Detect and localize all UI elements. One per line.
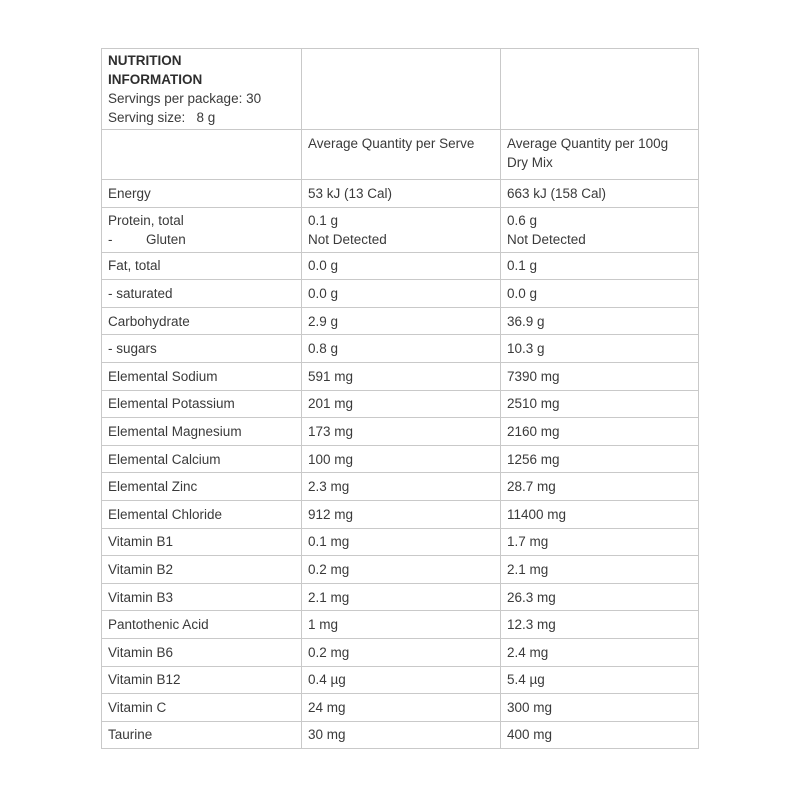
per-100g-value: 7390 mg (501, 362, 699, 390)
table-row (102, 362, 699, 390)
nutrient-label: Elemental Calcium (102, 445, 302, 473)
per-100g-value: 0.1 g (501, 252, 699, 280)
table-title-line2: INFORMATION (108, 72, 203, 87)
nutrient-label: Vitamin C (102, 694, 302, 722)
per-100g-value: 12.3 mg (501, 611, 699, 639)
table-row (102, 473, 699, 501)
table-row (102, 207, 699, 252)
nutrient-label: Energy (102, 180, 302, 208)
per-serve-value: 591 mg (302, 362, 501, 390)
column-header-per-100g: Average Quantity per 100g Dry Mix (501, 130, 699, 180)
column-header-row (102, 130, 699, 180)
nutrient-label: Vitamin B3 (102, 583, 302, 611)
nutrient-label: Pantothenic Acid (102, 611, 302, 639)
table-row (102, 694, 699, 722)
protein-per-100g: 0.6 g (507, 212, 538, 228)
table-row (102, 390, 699, 418)
per-serve-value: 53 kJ (13 Cal) (302, 180, 501, 208)
per-serve-value: 912 mg (302, 500, 501, 528)
per-100g-value: 2160 mg (501, 418, 699, 446)
nutrient-label (102, 207, 302, 252)
table-row (102, 666, 699, 694)
nutrient-label: Elemental Potassium (102, 390, 302, 418)
empty-header-cell (501, 49, 699, 130)
nutrient-label: Elemental Chloride (102, 500, 302, 528)
per-100g-value: 400 mg (501, 721, 699, 749)
per-serve-value: 100 mg (302, 445, 501, 473)
table-row (102, 500, 699, 528)
nutrient-label: Vitamin B1 (102, 528, 302, 556)
per-serve-value: 0.1 mg (302, 528, 501, 556)
per-100g-value: 11400 mg (501, 500, 699, 528)
table-row (102, 583, 699, 611)
nutrient-label: Vitamin B6 (102, 638, 302, 666)
table-row (102, 335, 699, 363)
per-100g-value: 5.4 µg (501, 666, 699, 694)
per-100g-value: 2.1 mg (501, 556, 699, 584)
table-row (102, 418, 699, 446)
gluten-label: Gluten (146, 231, 186, 247)
nutrient-label: - saturated (102, 280, 302, 308)
per-100g-value (501, 207, 699, 252)
per-100g-value: 1256 mg (501, 445, 699, 473)
per-serve-value (302, 207, 501, 252)
per-100g-value: 300 mg (501, 694, 699, 722)
per-100g-value: 10.3 g (501, 335, 699, 363)
table-row (102, 556, 699, 584)
per-100g-value: 663 kJ (158 Cal) (501, 180, 699, 208)
nutrient-label: Elemental Magnesium (102, 418, 302, 446)
nutrient-label: Elemental Sodium (102, 362, 302, 390)
nutrient-label: Carbohydrate (102, 307, 302, 335)
per-serve-value: 0.8 g (302, 335, 501, 363)
gluten-per-100g: Not Detected (507, 231, 586, 247)
gluten-per-serve: Not Detected (308, 231, 387, 247)
nutrient-label: Vitamin B2 (102, 556, 302, 584)
per-serve-value: 201 mg (302, 390, 501, 418)
per-serve-value: 24 mg (302, 694, 501, 722)
nutrient-label: Elemental Zinc (102, 473, 302, 501)
per-100g-value: 2.4 mg (501, 638, 699, 666)
table-row (102, 280, 699, 308)
empty-header-cell (302, 49, 501, 130)
table-row (102, 445, 699, 473)
per-100g-value: 2510 mg (501, 390, 699, 418)
nutrition-table (101, 48, 699, 749)
per-serve-value: 1 mg (302, 611, 501, 639)
nutrition-info-cell (102, 49, 302, 130)
table-row (102, 721, 699, 749)
gluten-label-line (108, 230, 295, 249)
per-serve-value: 0.0 g (302, 252, 501, 280)
serving-size: Serving size: 8 g (108, 110, 216, 125)
column-header-per-serve: Average Quantity per Serve (302, 130, 501, 180)
empty-column-header-cell (102, 130, 302, 180)
per-serve-value: 0.4 µg (302, 666, 501, 694)
per-serve-value: 2.9 g (302, 307, 501, 335)
table-row (102, 307, 699, 335)
protein-per-serve: 0.1 g (308, 212, 339, 228)
table-row (102, 528, 699, 556)
per-100g-value: 36.9 g (501, 307, 699, 335)
table-header-row (102, 49, 699, 130)
table-row (102, 180, 699, 208)
per-serve-value: 0.0 g (302, 280, 501, 308)
table-row (102, 638, 699, 666)
per-100g-value: 28.7 mg (501, 473, 699, 501)
gluten-dash: - (108, 231, 113, 247)
per-serve-value: 30 mg (302, 721, 501, 749)
table-row (102, 611, 699, 639)
per-serve-value: 0.2 mg (302, 638, 501, 666)
nutrient-label: Fat, total (102, 252, 302, 280)
protein-label: Protein, total (108, 212, 184, 228)
nutrient-label: Taurine (102, 721, 302, 749)
nutrient-label: - sugars (102, 335, 302, 363)
table-row (102, 252, 699, 280)
table-title-line1: NUTRITION (108, 53, 182, 68)
nutrient-label: Vitamin B12 (102, 666, 302, 694)
per-100g-value: 0.0 g (501, 280, 699, 308)
per-serve-value: 0.2 mg (302, 556, 501, 584)
per-serve-value: 2.1 mg (302, 583, 501, 611)
per-100g-value: 26.3 mg (501, 583, 699, 611)
servings-per-package: Servings per package: 30 (108, 91, 262, 106)
per-serve-value: 173 mg (302, 418, 501, 446)
per-100g-value: 1.7 mg (501, 528, 699, 556)
per-serve-value: 2.3 mg (302, 473, 501, 501)
